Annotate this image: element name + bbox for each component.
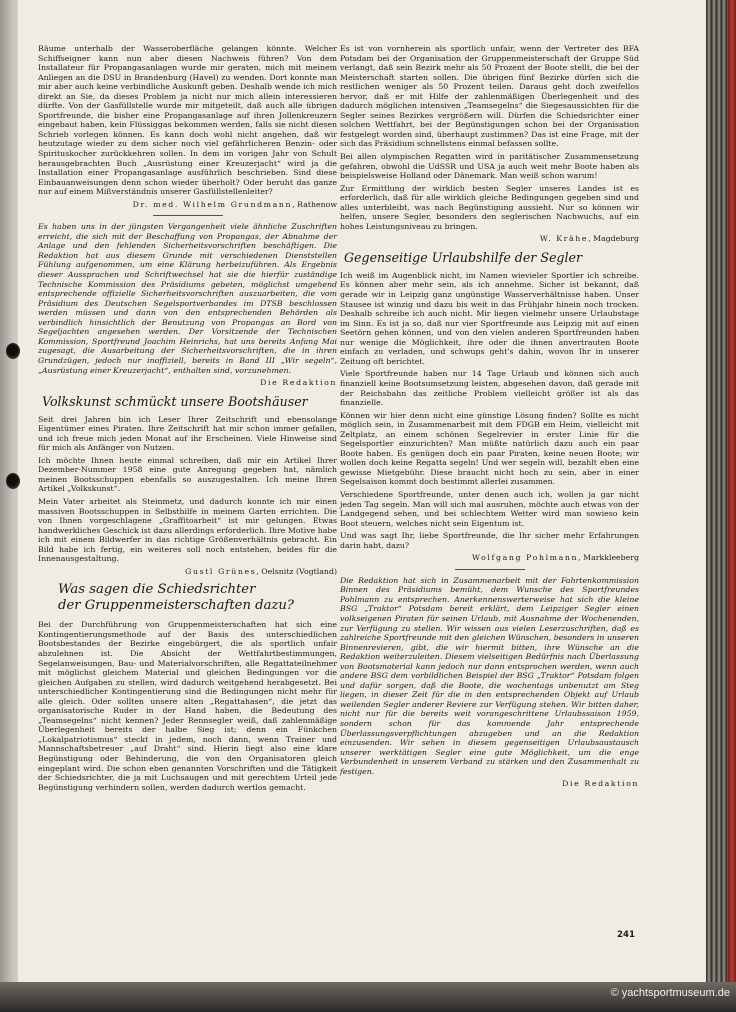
left-column — [38, 44, 337, 795]
editorial-note-urlaubshilfe: Die Redaktion hat sich in Zusammenarbeit mit der Fahrtenkommission Binnen des Präsidiums bemüht, dem Wunsche des Sportfreundes Pohlmann zu entsprechen. Anerkennenswerterweise hat sich die kleine BSG „Traktor“ Potsdam bereit erklärt, dem Leipziger Segler einen volkseigenen Piraten für seinen Urlaub, mit Ausnahme der Wochenenden, zur Verfügung zu stellen. Wir wissen aus vielen Leserzuschriften, daß es zahlreiche Sportfreunde mit den gleichen Wünschen, besonders in unseren Binnenrevieren, gibt, die wir hiermit bitten, ihre Wünsche an die Redaktion weiterzuleiten. Diesem vielseitigen Bedürfnis nach Überlassung von Bootsmaterial kann jedoch nur dann entsprochen werden, wenn auch andere BSG dem vorbildlichen Beispiel der BSG „Traktor“ Potsdam folgen und dafür sorgen, daß die Boote, die wochentags unbenutzt am Steg liegen, in dieser Zeit für die in den entsprechenden Objekt auf Urlaub weilenden Segler anderer Reviere zur Verfügung stehen. Wir bitten daher, nicht nur für die bereits weit vorangeschrittene Urlaubssaison 1959, sondern schon für das kommende Jahr entsprechende Überlassungsverpflichtungen abzugeben und an die Redaktion einzusenden. Wir sehen in diesem gegenseitigen Urlaubsaustausch unserer werktätigen Segler eine gute Möglichkeit, um die enge Verbundenheit in unserem Verband zu stärken und den Zusammenhalt zu festigen. — [340, 575, 639, 776]
article-schiedsrichter-cont-3: Zur Ermittlung der wirklich besten Segler unseres Landes ist es erforderlich, daß für alle wirklich gleiche Bedingungen gegeben sind und alles unterbleibt, was nach Begünstigung aussieht. Nur so können wir helfen, unsere Segler, besonders den seglerischen Nachwuchs, auf ein hohes Leistungsniveau zu bringen. — [340, 183, 639, 231]
article-volkskunst-para-3: Mein Vater arbeitet als Steinmetz, und dadurch konnte ich mir einen massiven Bootsschuppen in Selbsthilfe in meinem Garten errichten. Die von Ihnen vorgeschlagene „Graffitoarbeit“ ist mir gelungen. Etwas handwerkliches Geschick ist dazu allerdings erforderlich. Ihre Motive habe ich mit einem Bildwerfer in das richtige Größenverhältnis gebracht. Ein Bild habe ich fertig, ein weiteres soll noch entstehen, beides für die Innenausgestaltung. — [38, 496, 337, 564]
editorial-signature-text: Die Redaktion — [260, 378, 337, 388]
heading-schiedsrichter-line-2: der Gruppenmeisterschaften dazu? — [58, 598, 294, 614]
editorial-signature — [340, 779, 639, 789]
signature-kraehe: W. Krähe, Magdeburg — [539, 234, 639, 244]
binding-hole-top — [6, 343, 20, 359]
signature-name: Dr. med. Wilhelm Grundmann — [132, 199, 293, 209]
signature-name: Gustl Grünes — [185, 566, 257, 576]
article-volkskunst-para-2: Ich möchte Ihnen heute einmal schreiben, daß mir ein Artikel Ihrer Dezember-Nummer 1958 eine gute Anregung gegeben hat, nämlich meinen Bootsschuppen ebenfalls so auszugestalten. Ich meine Ihren Artikel „Volkskunst“. — [38, 455, 337, 494]
signature-place: Markkleeberg — [583, 553, 639, 563]
divider-rule — [153, 215, 223, 216]
right-column — [340, 44, 639, 795]
article-schiedsrichter-text: Bei der Durchführung von Gruppenmeisterschaften hat sich eine Kontingentierungsmethode auf der Basis des unterschiedlichen Bootsbestandes der Bezirke eingebürgert, die als sportlich unfair abzulehnen ist. Die Absicht der Wettfahrtbestimmungen, Segelanweisungen, Bau- und Materialvorschriften, alle Regattateilnehmer mit möglichst gleichem Material und gleichen Bedingungen vor die gleichen Aufgaben zu stellen, wird dadurch weitgehend herabgesetzt. Bei unterschiedlicher Kontingentierung sind die Bedingungen nicht mehr für alle gleich. Oder sollten unsere alten „Regattahasen“, die jetzt das organisatorische Ruder in der Hand haben, die Bedeutung des „Teamsegelns“ nicht kennen? Jeder Rennsegler weiß, daß zahlenmäßige Überlegenheit bereits der halbe Sieg ist; denn ein Fünkchen „Lokalpatriotismus“ steckt in jedem, noch dann, wenn Trainer und Mannschaftsbetreuer „auf Draht“ sind. Hierin liegt also eine klare Begünstigung oder Behinderung, die von den Organisatoren gleich eingeplant wird. Die schon eben genannten Vorschriften und die Tätigkeit der Schiedsrichter, die ja mit Luchsaugen und mit gerechtem Urteil jede Begünstigung verhindern sollen, werden dadurch wertlos gemacht. — [38, 620, 337, 792]
spine-red-edge — [728, 0, 736, 1012]
divider-rule — [455, 569, 525, 570]
signature-place: Oelsnitz (Vogtland) — [261, 566, 337, 576]
heading-schiedsrichter-line-1: Was sagen die Schiedsrichter — [58, 582, 256, 598]
heading-schiedsrichter — [58, 582, 337, 614]
article-urlaubshilfe-para-3: Können wir hier denn nicht eine günstige Lösung finden? Sollte es nicht möglich sein, in Zusammenarbeit mit dem FDGB ein Heim, vielleicht mit Zeltplatz, an einem schönen Segelrevier in erster Linie für die Segelsportler einzurichten? Man müßte natürlich dazu auch ein paar Boote haben. Es genügen doch ein paar Piraten, keine neuen Boote; wir wollen doch keine Regatta segeln! Und wer segeln will, bezahlt eben eine gewisse Mietgebühr. Diese braucht nicht hoch zu sein, aber in einer Segelsaison kommt doch bestimmt allerlei zusammen. — [340, 410, 639, 487]
signature-name: Wolfgang Pohlmann — [472, 553, 579, 563]
page-number: 241 — [617, 930, 635, 940]
article-schiedsrichter-cont-1: Es ist von vornherein als sportlich unfair, wenn der Vertreter des BFA Potsdam bei der Organisation der Gruppenmeisterschaft der Gruppe Süd verlangt, daß sein Bezirk mehr als 50 Prozent der Boote stellt, die bei der Meisterschaft starten sollen. Die übrigen fünf Bezirke dürfen sich die restlichen weniger als 50 Prozent teilen. Daraus geht doch zweifellos hervor, daß er mit Hilfe der zahlenmäßigen Überlegenheit und des dadurch möglichen intensiven „Teamsegelns“ die Siegesaussichten für die Segler seines Bezirkes vergrößern will. Dürfen die Schiedsrichter einer solchen Wettfahrt, bei der Begünstigungen schon bei der Organisation festgelegt worden sind, überhaupt zustimmen? Das ist eine Frage, mit der sich das Präsidium schnellstens einmal befassen sollte. — [340, 44, 639, 149]
article-schiedsrichter-cont-2: Bei allen olympischen Regatten wird in paritätischer Zusammensetzung gefahren, obwohl die UdSSR und USA ja auch weit mehr Boote haben als beispielsweise Holland oder Dänemark. Man weiß schon warum! — [340, 152, 639, 181]
book-spine-edge — [706, 0, 736, 1012]
signature-place: Magdeburg — [593, 234, 639, 244]
heading-volkskunst: Volkskunst schmückt unsere Bootshäuser — [42, 393, 308, 409]
watermark-text: © yachtsportmuseum.de — [610, 987, 730, 999]
article-propane-text: Räume unterhalb der Wasseroberfläche gelangen könnte. Welcher Schiffseigner kann nun aber diesen Nachweis führen? Von dem Installateur für Propangasanlagen wurde mir geraten, mich mit meinem Anliegen an die DSU in Brandenburg (Havel) zu wenden. Dort konnte man mir aber auch keine verbindliche Auskunft geben. Deshalb wende ich mich direkt an Sie, da dieses Problem ja nicht nur mich allein interessieren dürfte. Von der Gasfüllstelle wurde mir mitgeteilt, daß auch alle übrigen Sportfreunde, die bisher eine Propangasanlage auf ihren Jollenkreuzern eingebaut haben, kein Flüssiggas bekommen werden, falls sie nicht diesen Schrieb vorlegen können. Es kann doch wohl nicht angehen, daß wir heutzutage wieder zu dem sicher noch viel gefährlicheren Benzin- oder Spirituskocher zurückkehren sollen. In dem im vorigen Jahr von Schult herausgebrachten Buch „Ausrüstung einer Kreuzerjacht“ wird ja die Installation einer Propangasanlage ausführlich beschrieben. Sind diese Einbauanweisungen denn schon wieder überholt? Oder beruht das ganze nur auf einem Mißverständnis unserer Gasfüllstellenleiter? — [38, 44, 337, 197]
editorial-signature-text: Die Redaktion — [562, 779, 639, 789]
binding-hole-bottom — [6, 473, 20, 489]
signature-gruenes: Gustl Grünes, Oelsnitz (Vogtland) — [185, 566, 337, 576]
article-urlaubshilfe-para-4: Verschiedene Sportfreunde, unter denen auch ich, wollen ja gar nicht jeden Tag segeln. Man will sich mal ausruhen, möchte auch etwas von der Landgegend sehen, und bei schlechtem Wetter wird man sowieso kein Boot steuern, welches nicht sein Eigentum ist. — [340, 489, 639, 528]
editorial-note-propane: Es haben uns in der jüngsten Vergangenheit viele ähnliche Zuschriften erreicht, die sich mit der Beschaffung von Propangas, der Abnahme der Anlage und den fehlenden Sicherheitsvorschriften beschäftigen. Die Redaktion hat aus diesem Grunde mit verschiedenen Dienststellen Fühlung aufgenommen, um eine Klärung herbeizuführen. Als Ergebnis dieser Aussprachen und Schriftwechsel hat sie die hierfür zuständige Technische Kommission des Präsidiums gebeten, möglichst umgehend entsprechende offizielle Sicherheitsvorschriften auszuarbeiten, die vom Präsidium des Deutschen Segelsportverbandes im DTSB beschlossen werden müssen und dann von den entsprechenden Behörden als verbindlich hinsichtlich der Benutzung von Propangas an Bord von Segeljachten angesehen werden. Der Vorsitzende der Technischen Kommission, Sportfreund Joachim Heinrichs, hat uns bereits Anfang Mai zugesagt, die Ausarbeitung der Sicherheitsvorschriften, die in ihren Grundzügen, jedoch nur inoffiziell, bereits in Band III „Wir segeln“, „Ausrüstung einer Kreuzerjacht“, enthalten sind, vorzunehmen. — [38, 222, 337, 375]
signature-name: W. Krähe — [539, 234, 589, 244]
signature-place: Rathenow — [297, 199, 337, 209]
signature-grundmann: Dr. med. Wilhelm Grundmann, Rathenow — [132, 199, 337, 209]
signature-pohlmann: Wolfgang Pohlmann, Markkleeberg — [472, 553, 639, 563]
article-urlaubshilfe-para-5: Und was sagt Ihr, liebe Sportfreunde, die Ihr sicher mehr Erfahrungen darin habt, dazu? — [340, 531, 639, 550]
heading-urlaubshilfe: Gegenseitige Urlaubshilfe der Segler — [344, 249, 582, 265]
article-volkskunst-para-1: Seit drei Jahren bin ich Leser Ihrer Zeitschrift und ebensolange Eigentümer eines Piraten. Ihre Zeitschrift hat mir schon immer gefallen, und ich freue mich jeden Monat auf ihr Erscheinen. Viele Hinweise sind für mich als Anfänger von Nutzen. — [38, 414, 337, 453]
article-urlaubshilfe-para-2: Viele Sportfreunde haben nur 14 Tage Urlaub und können sich auch finanziell keine Bootsumsetzung leisten, abgesehen davon, daß gerade mit der Reichsbahn das zeitliche Problem vielleicht größer ist als das finanzielle. — [340, 369, 639, 408]
editorial-signature — [38, 378, 337, 388]
article-urlaubshilfe-para-1: Ich weiß im Augenblick nicht, im Namen wievieler Sportler ich schreibe. Es können aber mehr sein, als ich annehme. Sicher ist bekannt, daß gerade wir in Leipzig ganz ungünstige Wasserverhältnisse haben. Unser Stausee ist winzig und dazu bis weit in das Frühjahr hinein noch trocken. Deshalb schreibe ich auch nicht. Mir liegen vielmehr unsere Urlaubstage im Sinn. Es ist ja so, daß nur vier Sportfreunde aus Leipzig mit auf einen Seetörn gehen können, und von den vielen anderen Sportfreunden haben nur wenige die Möglichkeit, ihre oder die ihnen anvertrauten Boote einfach zu verladen, und schwups geht's dahin, wovon Ihr in unserer Zeitung oft berichtet. — [340, 270, 639, 366]
